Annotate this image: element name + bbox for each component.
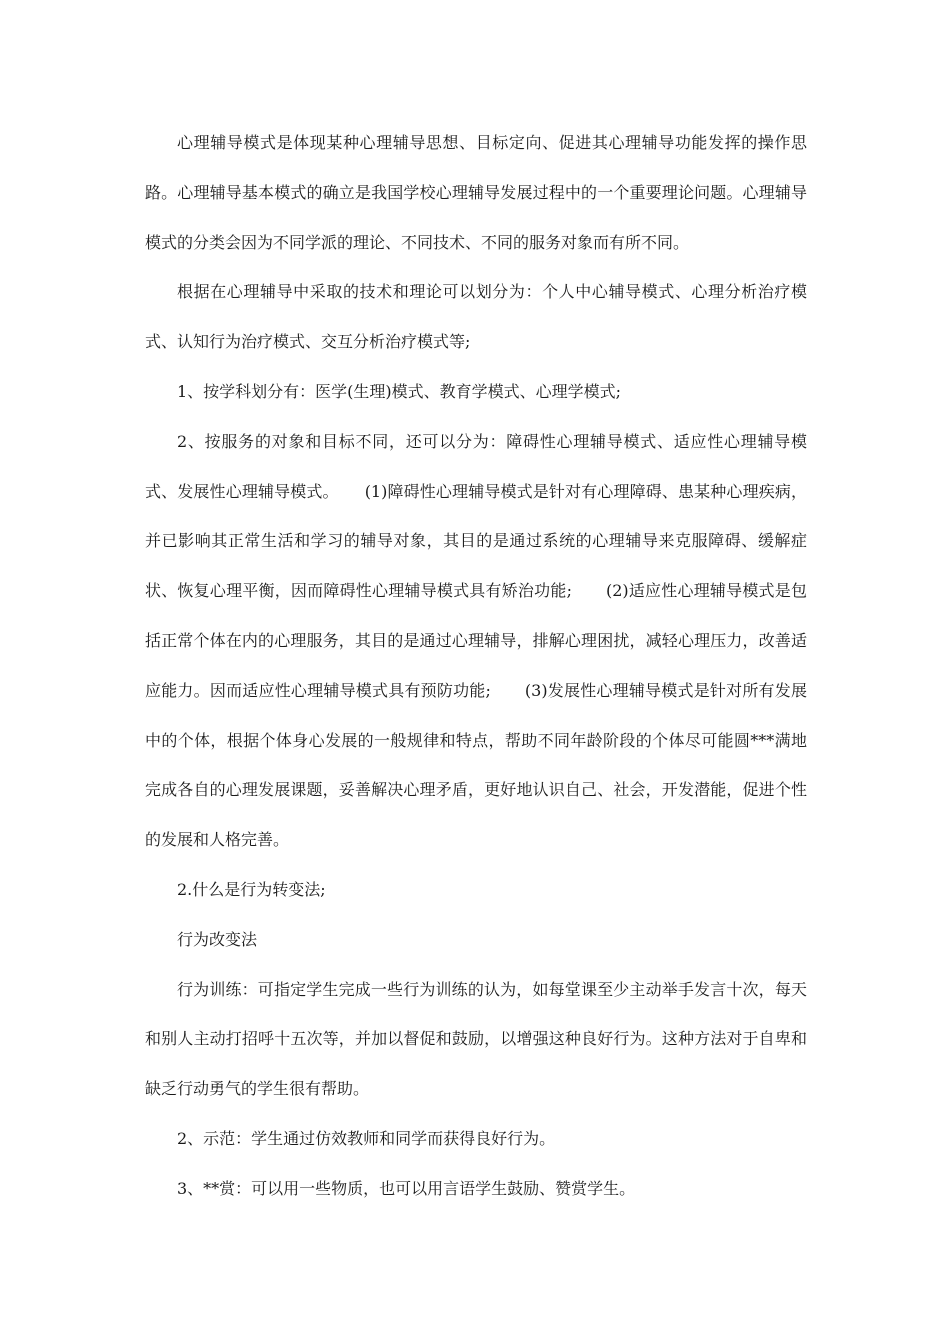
obstacle-model-text: (1)障碍性心理辅导模式是针对有心理障碍、患某种心理疾病，并已影响其正常生活和学习的辅导对象，其目的是通过系统的心理辅导来克服障碍、缓解症状、恢复心理平衡，因而障碍性心理辅导模式具有矫治功能; xyxy=(145,481,807,601)
adaptive-model-text: (2)适应性心理辅导模式是包括正常个体在内的心理服务，其目的是通过心理辅导，排解心理困扰，减轻心理压力，改善适应能力。因而适应性心理辅导模式具有预防功能; xyxy=(145,581,807,700)
service-target-intro: 2、按服务的对象和目标不同，还可以分为：障碍性心理辅导模式、适应性心理辅导模式、发展性心理辅导模式。 xyxy=(145,431,807,501)
paragraph-behavior-training: 行为训练：可指定学生完成一些行为训练的认为，如每堂课至少主动举手发言十次，每天和别人主动打招呼十五次等，并加以督促和鼓励，以增强这种良好行为。这种方法对于自卑和缺乏行动勇气的学生很有帮助。 xyxy=(145,979,807,1099)
developmental-model-text: (3)发展性心理辅导模式是针对所有发展中的个体，根据个体身心发展的一般规律和特点，帮助不同年龄阶段的个体尽可能圆***满地完成各自的心理发展课题，妥善解决心理矛盾，更好地认识自己、社会，开发潜能，促进个性的发展和人格完善。 xyxy=(145,680,807,850)
paragraph-classification: 根据在心理辅导中采取的技术和理论可以划分为：个人中心辅导模式、心理分析治疗模式、认知行为治疗模式、交互分析治疗模式等; xyxy=(145,282,807,352)
question-behavior-change: 2.什么是行为转变法; xyxy=(177,879,326,899)
paragraph-reward: 3、**赏：可以用一些物质，也可以用言语学生鼓励、赞赏学生。 xyxy=(177,1178,636,1198)
paragraph-definition: 心理辅导模式是体现某种心理辅导思想、目标定向、促进其心理辅导功能发挥的操作思路。心理辅导基本模式的确立是我国学校心理辅导发展过程中的一个重要理论问题。心理辅导模式的分类会因为不同学派的理论、不同技术、不同的服务对象而有所不同。 xyxy=(145,133,807,252)
paragraph-by-service-target xyxy=(145,417,807,865)
document-body xyxy=(145,118,807,1214)
heading-behavior-change: 行为改变法 xyxy=(177,929,258,949)
paragraph-by-discipline: 1、按学科划分有：医学(生理)模式、教育学模式、心理学模式; xyxy=(177,381,622,401)
paragraph-demonstration: 2、示范：学生通过仿效教师和同学而获得良好行为。 xyxy=(177,1128,556,1148)
